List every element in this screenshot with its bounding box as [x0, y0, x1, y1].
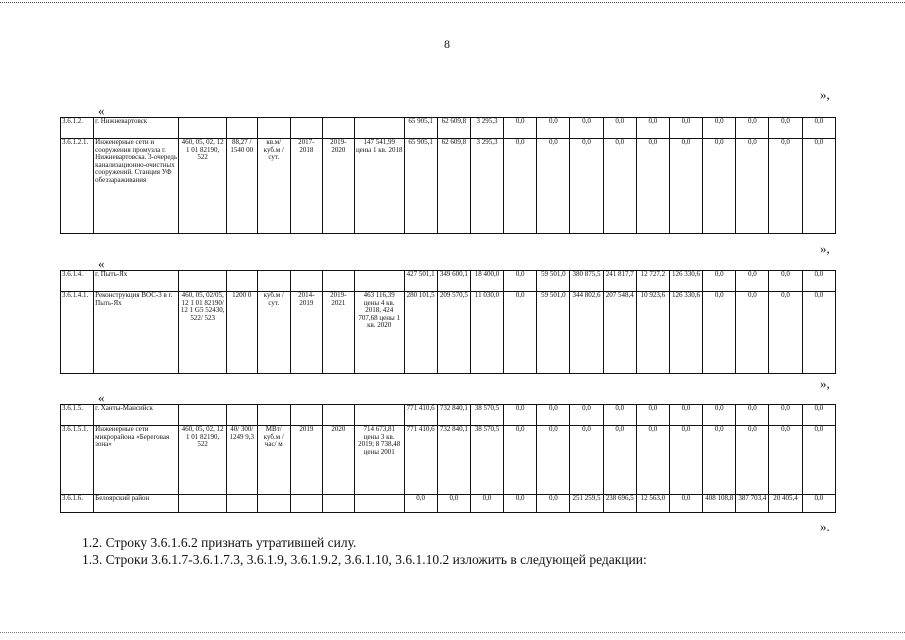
table-cell: 0,0: [537, 118, 570, 139]
table-cell: 0,0: [636, 118, 669, 139]
table-cell: 2017-2018: [290, 139, 322, 234]
table-cell: 0,0: [769, 426, 802, 495]
table-row: [61, 292, 836, 374]
table-cell: 0,0: [769, 292, 802, 374]
table-cell: 241 817,7: [603, 271, 636, 292]
table-cell: Инженерные сети микрорайона «Береговая зона»: [94, 426, 179, 495]
table-row: [61, 271, 836, 292]
close-quote: »,: [820, 376, 830, 391]
paragraph-1-3: 1.3. Строки 3.6.1.7-3.6.1.7.3, 3.6.1.9, 3.6.1.9.2, 3.6.1.10, 3.6.1.10.2 изложить в следующей редакции:: [82, 552, 647, 567]
table-cell: 460, 05, 02, 12 1 01 82190, 522: [179, 426, 226, 495]
table-cell: 0,0: [603, 118, 636, 139]
table-cell: 3.6.1.5.: [61, 405, 94, 426]
table-cell: г. Ханты-Мансийск: [94, 405, 179, 426]
table-cell: 714 673,81 цены 3 кв. 2019; 8 738,48 цены 2001: [354, 426, 404, 495]
table-cell: 238 696,5: [603, 495, 636, 513]
table-row: [61, 139, 836, 234]
table-cell: 732 840,1: [437, 426, 470, 495]
scan-top-edge: [0, 2, 905, 3]
table-cell: 463 116,39 цены 4 кв. 2018, 424 707,68 цены 1 кв. 2020: [354, 292, 404, 374]
table-cell: [179, 405, 226, 426]
table-cell: 12 727,2: [636, 271, 669, 292]
table-cell: куб.м / сут.: [257, 292, 290, 374]
table-cell: 0,0: [504, 139, 537, 234]
table-cell: 0,0: [404, 495, 437, 513]
table-cell: 3.6.1.2.: [61, 118, 94, 139]
table-cell: 0,0: [669, 118, 702, 139]
table-row: [61, 426, 836, 495]
table-row: [61, 118, 836, 139]
table-cell: 126 330,6: [669, 292, 702, 374]
table-cell: 59 501,0: [537, 292, 570, 374]
table-cell: 0,0: [669, 495, 702, 513]
table-cell: 427 501,1: [404, 271, 437, 292]
close-quote: »,: [820, 241, 830, 256]
table-cell: 0,0: [703, 118, 736, 139]
open-quote: «: [98, 256, 105, 271]
table-cell: 207 548,4: [603, 292, 636, 374]
table-cell: [354, 118, 404, 139]
table-block-khanty-mansiysk: [60, 404, 836, 513]
table-cell: 0,0: [504, 271, 537, 292]
table-cell: 0,0: [669, 139, 702, 234]
table-cell: [322, 495, 354, 513]
table-cell: 88,27 / 1540 00: [226, 139, 257, 234]
table-cell: 0,0: [703, 405, 736, 426]
table-cell: 3.6.1.4.: [61, 271, 94, 292]
table-cell: 3 295,3: [470, 118, 503, 139]
table-cell: 460, 05, 02, 12 1 01 82190, 522: [179, 139, 226, 234]
table-cell: 0,0: [537, 405, 570, 426]
table-cell: 251 259,5: [570, 495, 603, 513]
table-cell: [226, 118, 257, 139]
open-quote: «: [98, 390, 105, 405]
table-cell: 3 295,3: [470, 139, 503, 234]
scan-bottom-edge: [0, 632, 905, 633]
table-cell: 0,0: [570, 426, 603, 495]
table-cell: 349 600,1: [437, 271, 470, 292]
table-cell: 380 875,5: [570, 271, 603, 292]
table-cell: [290, 118, 322, 139]
table-cell: 0,0: [802, 292, 835, 374]
table-row: [61, 495, 836, 513]
table-cell: 0,0: [769, 139, 802, 234]
table-cell: [322, 271, 354, 292]
table-cell: 2019-2021: [322, 292, 354, 374]
table-cell: 65 905,1: [404, 139, 437, 234]
table-cell: 1200 0: [226, 292, 257, 374]
table-cell: 62 609,8: [437, 118, 470, 139]
table-block-nizhnevartovsk: [60, 117, 836, 234]
table-cell: 0,0: [802, 405, 835, 426]
table-cell: 0,0: [570, 139, 603, 234]
table-cell: 0,0: [703, 271, 736, 292]
table-cell: МВт/ куб.м / час/ м: [257, 426, 290, 495]
table-cell: 0,0: [636, 405, 669, 426]
table-cell: 0,0: [703, 139, 736, 234]
table-cell: 0,0: [802, 426, 835, 495]
paragraph-1-2: 1.2. Строку 3.6.1.6.2 признать утратившей силу.: [82, 535, 357, 550]
table-cell: 771 410,6: [404, 426, 437, 495]
table-cell: 0,0: [636, 139, 669, 234]
table-cell: 20 405,4: [769, 495, 802, 513]
table-cell: 2020: [322, 426, 354, 495]
table-cell: [226, 271, 257, 292]
table-cell: 3.6.1.5.1.: [61, 426, 94, 495]
table-cell: 2019: [290, 426, 322, 495]
table-cell: Реконструкция ВОС-3 в г. Пыть-Ях: [94, 292, 179, 374]
table-cell: [290, 271, 322, 292]
table-cell: 3.6.1.6.: [61, 495, 94, 513]
table-row: [61, 405, 836, 426]
table-cell: 387 703,4: [736, 495, 769, 513]
open-quote: «: [98, 103, 105, 118]
table-cell: [226, 405, 257, 426]
table-cell: [179, 271, 226, 292]
table-cell: 0,0: [537, 426, 570, 495]
table-cell: 38 570,5: [470, 405, 503, 426]
table-cell: 11 030,0: [470, 292, 503, 374]
table-cell: г. Нижневартовск: [94, 118, 179, 139]
table-cell: 280 101,5: [404, 292, 437, 374]
table-cell: 10 923,6: [636, 292, 669, 374]
table-cell: 0,0: [504, 426, 537, 495]
table-cell: 12 563,0: [636, 495, 669, 513]
table-cell: 0,0: [603, 405, 636, 426]
table-cell: [290, 495, 322, 513]
table-cell: [354, 405, 404, 426]
page-number: 8: [444, 37, 450, 51]
table-cell: [354, 271, 404, 292]
table-cell: 732 840,1: [437, 405, 470, 426]
close-quote-final: ».: [820, 519, 830, 534]
table-cell: 2014-2019: [290, 292, 322, 374]
table-cell: 0,0: [570, 405, 603, 426]
table-cell: 0,0: [603, 426, 636, 495]
table-cell: 771 410,6: [404, 405, 437, 426]
table-cell: 0,0: [736, 118, 769, 139]
table-cell: [354, 495, 404, 513]
table-cell: г. Пыть-Ях: [94, 271, 179, 292]
table-cell: 0,0: [537, 139, 570, 234]
table-cell: [226, 495, 257, 513]
table-cell: 0,0: [802, 118, 835, 139]
table-cell: 0,0: [437, 495, 470, 513]
table-cell: кв.м/ куб.м / сут.: [257, 139, 290, 234]
table-cell: 460, 05, 02/05, 12 1 01 82190/ 12 1 G5 52430, 522/ 523: [179, 292, 226, 374]
table-cell: 0,0: [769, 405, 802, 426]
table-cell: 0,0: [504, 495, 537, 513]
table-cell: 0,0: [669, 405, 702, 426]
table-cell: 0,0: [769, 271, 802, 292]
table-cell: 0,0: [736, 292, 769, 374]
table-cell: 344 802,6: [570, 292, 603, 374]
table-cell: Инженерные сети и сооружения промузла г. Нижневартовска. 3-очередь канализационно-очистных сооружений. Станция УФ обеззараживания: [94, 139, 179, 234]
table-cell: 65 905,1: [404, 118, 437, 139]
table-cell: 0,0: [802, 139, 835, 234]
table-cell: [290, 405, 322, 426]
table-cell: 0,0: [802, 271, 835, 292]
table-cell: [322, 405, 354, 426]
table-cell: [257, 495, 290, 513]
table-cell: 0,0: [802, 495, 835, 513]
table-cell: 0,0: [504, 118, 537, 139]
table-cell: 0,0: [736, 426, 769, 495]
table-cell: 0,0: [703, 426, 736, 495]
table-cell: [257, 271, 290, 292]
table-cell: 40/ 300/ 1249 9,3: [226, 426, 257, 495]
table-cell: 0,0: [703, 292, 736, 374]
table-cell: 0,0: [736, 139, 769, 234]
table-cell: 408 108,8: [703, 495, 736, 513]
table-cell: 2019-2020: [322, 139, 354, 234]
table-cell: 3.6.1.4.1.: [61, 292, 94, 374]
table-cell: 0,0: [504, 292, 537, 374]
table-block-pyt-yakh: [60, 270, 836, 374]
table-cell: 59 501,0: [537, 271, 570, 292]
table-cell: 3.6.1.2.1.: [61, 139, 94, 234]
table-cell: [179, 118, 226, 139]
table-cell: 0,0: [603, 139, 636, 234]
table-cell: 0,0: [769, 118, 802, 139]
table-cell: 147 541,99 цены 1 кв. 2018: [354, 139, 404, 234]
table-cell: [257, 405, 290, 426]
table-cell: 62 609,8: [437, 139, 470, 234]
table-cell: 0,0: [537, 495, 570, 513]
table-cell: [179, 495, 226, 513]
table-cell: 126 330,6: [669, 271, 702, 292]
table-cell: 0,0: [736, 271, 769, 292]
table-cell: 209 570,5: [437, 292, 470, 374]
close-quote: »,: [820, 87, 830, 102]
table-cell: 38 570,5: [470, 426, 503, 495]
table-cell: 0,0: [669, 426, 702, 495]
table-cell: 0,0: [570, 118, 603, 139]
table-cell: 0,0: [470, 495, 503, 513]
table-cell: 0,0: [504, 405, 537, 426]
table-cell: 0,0: [736, 405, 769, 426]
table-cell: [257, 118, 290, 139]
table-cell: 18 400,0: [470, 271, 503, 292]
table-cell: [322, 118, 354, 139]
table-cell: Белоярский район: [94, 495, 179, 513]
table-cell: 0,0: [636, 426, 669, 495]
